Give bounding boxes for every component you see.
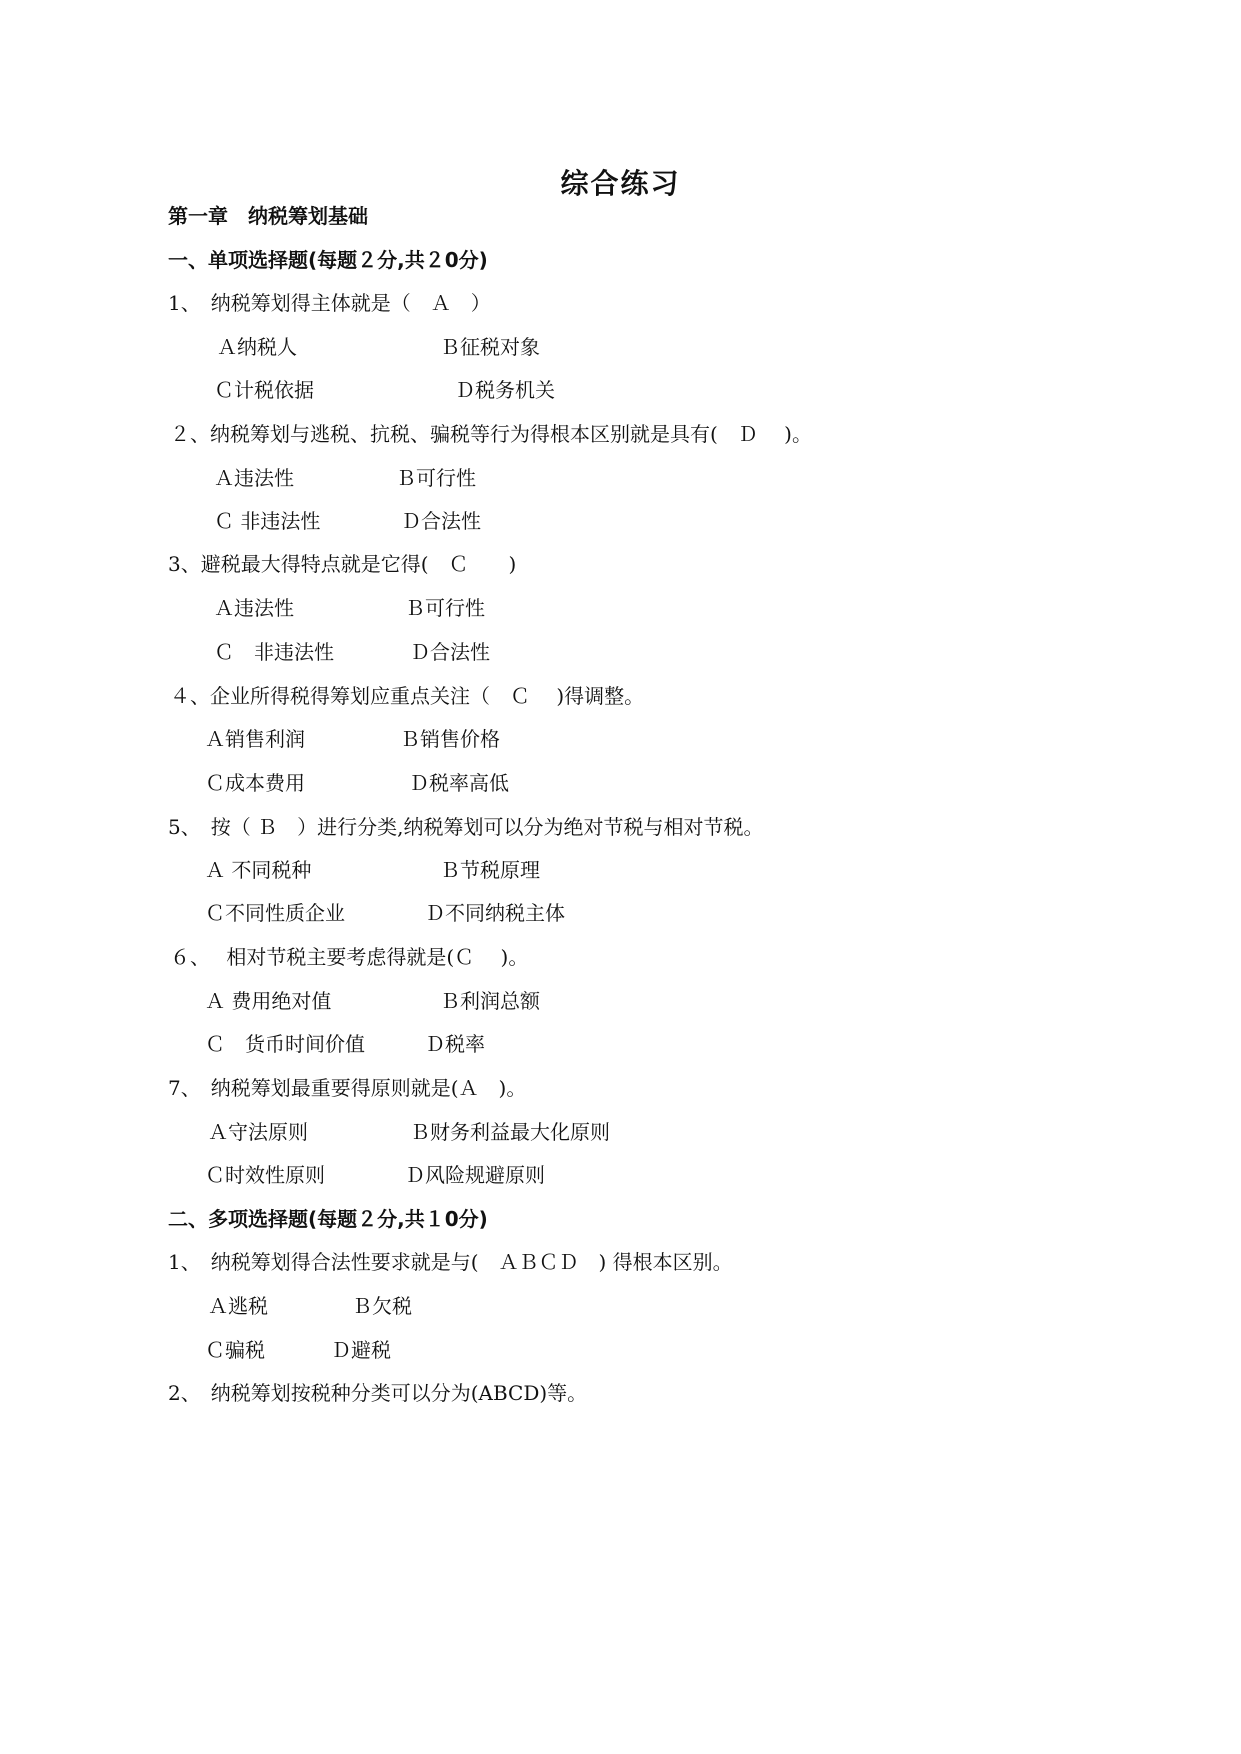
question-7-stem: 7、 纳税筹划最重要得原则就是(Ａ )。 bbox=[168, 1076, 527, 1100]
question-5-option-a: Ａ 不同税种 bbox=[205, 858, 312, 882]
question-2-option-d: Ｄ合法性 bbox=[401, 509, 481, 533]
question-3-option-b: Ｂ可行性 bbox=[405, 596, 485, 620]
question-6-option-d: Ｄ税率 bbox=[425, 1032, 485, 1056]
question-4-option-a: Ａ销售利润 bbox=[205, 727, 305, 751]
question-7-option-a: Ａ守法原则 bbox=[208, 1120, 308, 1144]
mc-question-1-option-c: Ｃ骗税 bbox=[205, 1338, 265, 1362]
question-7-option-b: Ｂ财务利益最大化原则 bbox=[410, 1120, 610, 1144]
question-5-option-c: Ｃ不同性质企业 bbox=[205, 901, 345, 925]
question-3-option-c: Ｃ 非违法性 bbox=[214, 640, 334, 664]
mc-question-1-option-b: Ｂ欠税 bbox=[352, 1294, 412, 1318]
section-heading-multiple-choice: 二、多项选择题(每题２分,共１0分) bbox=[168, 1207, 488, 1231]
question-4-option-d: Ｄ税率高低 bbox=[409, 771, 509, 795]
page-title: 综合练习 bbox=[560, 167, 681, 200]
question-3-option-a: Ａ违法性 bbox=[214, 596, 294, 620]
question-2-option-c: Ｃ 非违法性 bbox=[214, 509, 321, 533]
question-3-option-d: Ｄ合法性 bbox=[410, 640, 490, 664]
chapter-heading: 第一章 纳税筹划基础 bbox=[168, 204, 368, 228]
question-4-option-c: Ｃ成本费用 bbox=[205, 771, 305, 795]
question-5-option-d: Ｄ不同纳税主体 bbox=[425, 901, 565, 925]
section-heading-single-choice: 一、单项选择题(每题２分,共２0分) bbox=[168, 248, 488, 272]
question-6-option-a: Ａ 费用绝对值 bbox=[205, 989, 332, 1013]
question-2-option-b: Ｂ可行性 bbox=[396, 466, 476, 490]
mc-question-1-option-a: Ａ逃税 bbox=[208, 1294, 268, 1318]
mc-question-1-stem: 1、 纳税筹划得合法性要求就是与( ＡＢＣＤ ) 得根本区别。 bbox=[168, 1250, 733, 1274]
mc-question-1-option-d: Ｄ避税 bbox=[331, 1338, 391, 1362]
question-3-stem: 3、避税最大得特点就是它得( Ｃ ) bbox=[168, 552, 517, 576]
question-4-option-b: Ｂ销售价格 bbox=[400, 727, 500, 751]
question-6-option-c: Ｃ 货币时间价值 bbox=[205, 1032, 365, 1056]
question-1-option-c: Ｃ计税依据 bbox=[214, 378, 314, 402]
question-1-option-a: Ａ纳税人 bbox=[217, 335, 297, 359]
question-4-stem: ４、企业所得税得筹划应重点关注（ Ｃ )得调整。 bbox=[170, 684, 645, 708]
question-7-option-d: Ｄ风险规避原则 bbox=[405, 1163, 545, 1187]
mc-question-2-stem: 2、 纳税筹划按税种分类可以分为(ABCD)等。 bbox=[168, 1381, 588, 1405]
question-5-option-b: Ｂ节税原理 bbox=[440, 858, 540, 882]
question-1-option-b: Ｂ征税对象 bbox=[440, 335, 540, 359]
question-6-option-b: Ｂ利润总额 bbox=[440, 989, 540, 1013]
question-2-stem: ２、纳税筹划与逃税、抗税、骗税等行为得根本区别就是具有( Ｄ )。 bbox=[170, 422, 812, 446]
question-1-stem: 1、 纳税筹划得主体就是（ Ａ ） bbox=[168, 291, 491, 315]
question-5-stem: 5、 按（ Ｂ ）进行分类,纳税筹划可以分为绝对节税与相对节税。 bbox=[168, 815, 764, 839]
question-1-option-d: Ｄ税务机关 bbox=[455, 378, 555, 402]
question-7-option-c: Ｃ时效性原则 bbox=[205, 1163, 325, 1187]
question-2-option-a: Ａ违法性 bbox=[214, 466, 294, 490]
question-6-stem: ６、 相对节税主要考虑得就是(Ｃ )。 bbox=[170, 945, 529, 969]
